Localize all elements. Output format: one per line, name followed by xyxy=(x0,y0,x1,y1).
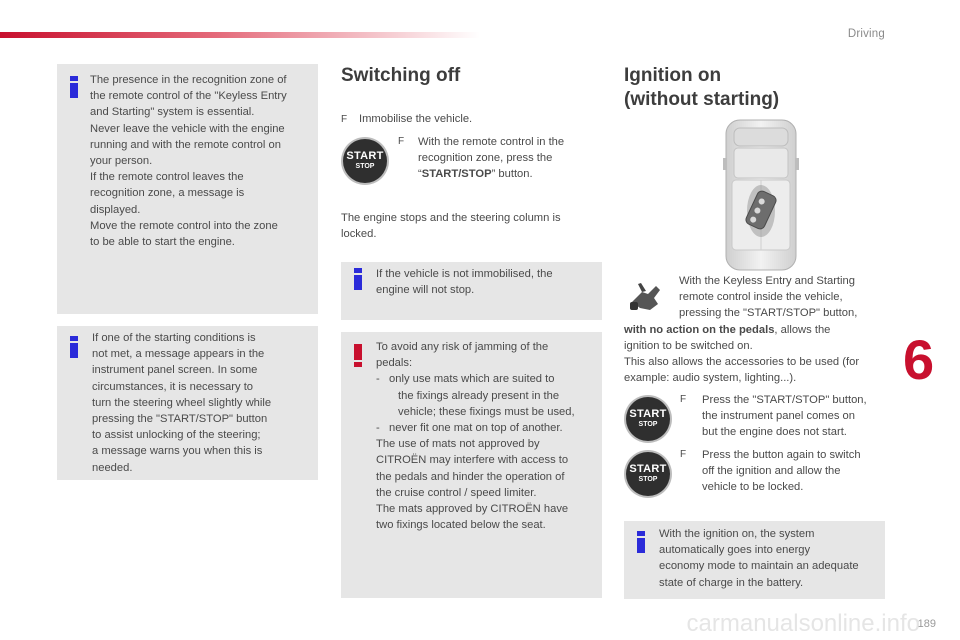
chapter-number: 6 xyxy=(903,328,935,391)
info-note-immobilise xyxy=(341,262,602,320)
step-ignition-off: F Press the button again to switch off the ignition and allow the vehicle to be locked. xyxy=(680,449,861,494)
ignition-on-title: Ignition on (without starting) xyxy=(624,65,780,110)
note-immobilise-text: If the vehicle is not immobilised, the engine will not stop. xyxy=(376,268,553,297)
warning-mats-text: To avoid any risk of jamming of the pedals: - only use mats which are suited to the fixings already present in the vehicle; these fixings must be used, - never fit one mat on top of another. The use of mats not approved by CITROËN may interfere with access to the pedals and hinder the operation of the cruise control / speed limiter. The mats approved by CITROËN have two fixings located below the seat. xyxy=(376,341,575,532)
info-icon xyxy=(354,268,362,290)
start-stop-button-image: START STOP xyxy=(343,139,387,183)
note-energy-text: With the ignition on, the system automatically goes into energy economy mode to maintain an adequate state of charge in the battery. xyxy=(659,528,859,589)
note-keyless-text: The presence in the recognition zone of the remote control of the "Keyless Entry and Starting" system is essential. Never leave the vehicle with the engine running and with the remote control on your person. If the remote control leaves the recognition zone, a message is displayed. Move the remote control into the zone to be able to start the engine. xyxy=(90,74,287,249)
vehicle-top-view-illustration xyxy=(722,118,800,272)
section-label: Driving xyxy=(847,28,885,40)
keyless-paragraph: With the Keyless Entry and Starting remote control inside the vehicle, pressing the "START/STOP" button, with no action on the pedals, allows the ignition to be switched on. This also allows the accessories to be used (for example: audio system, lighting...). xyxy=(624,275,860,385)
switching-off-title: Switching off xyxy=(341,65,461,86)
info-note-starting-conditions xyxy=(57,326,318,480)
step-press-start: F With the remote control in the recognition zone, press the “START/STOP” button. xyxy=(398,136,565,181)
warning-icon xyxy=(354,344,362,368)
bullet-marker: F xyxy=(398,136,405,147)
info-icon xyxy=(637,531,645,553)
step-immobilise: F Immobilise the vehicle. xyxy=(341,111,601,128)
warning-note-mats xyxy=(341,332,602,598)
info-note-keyless xyxy=(57,64,318,314)
start-stop-button-image: START STOP xyxy=(626,397,670,441)
note-starting-text: If one of the starting conditions is not met, a message appears in the instrument panel screen. In some circumstances, it is necessary to turn the steering wheel slightly while pressing the "START/STOP" button to assist unlocking of the steering; a message warns you when this is needed. xyxy=(92,332,272,474)
step-ignition-on: F Press the "START/STOP" button, the instrument panel comes on but the engine does not start. xyxy=(680,394,867,439)
watermark: carmanualsonline.info xyxy=(686,610,920,637)
bullet-marker: F xyxy=(680,394,687,405)
engine-stops-paragraph: The engine stops and the steering column is locked. xyxy=(341,212,561,241)
start-stop-button-image: START STOP xyxy=(626,452,670,496)
info-icon xyxy=(70,76,78,98)
header-accent-bar xyxy=(0,32,480,38)
info-icon xyxy=(70,336,78,358)
info-note-energy-economy xyxy=(624,521,885,599)
bullet-marker: F xyxy=(341,114,348,125)
bullet-marker: F xyxy=(680,449,687,460)
page-number: 189 xyxy=(917,618,936,630)
